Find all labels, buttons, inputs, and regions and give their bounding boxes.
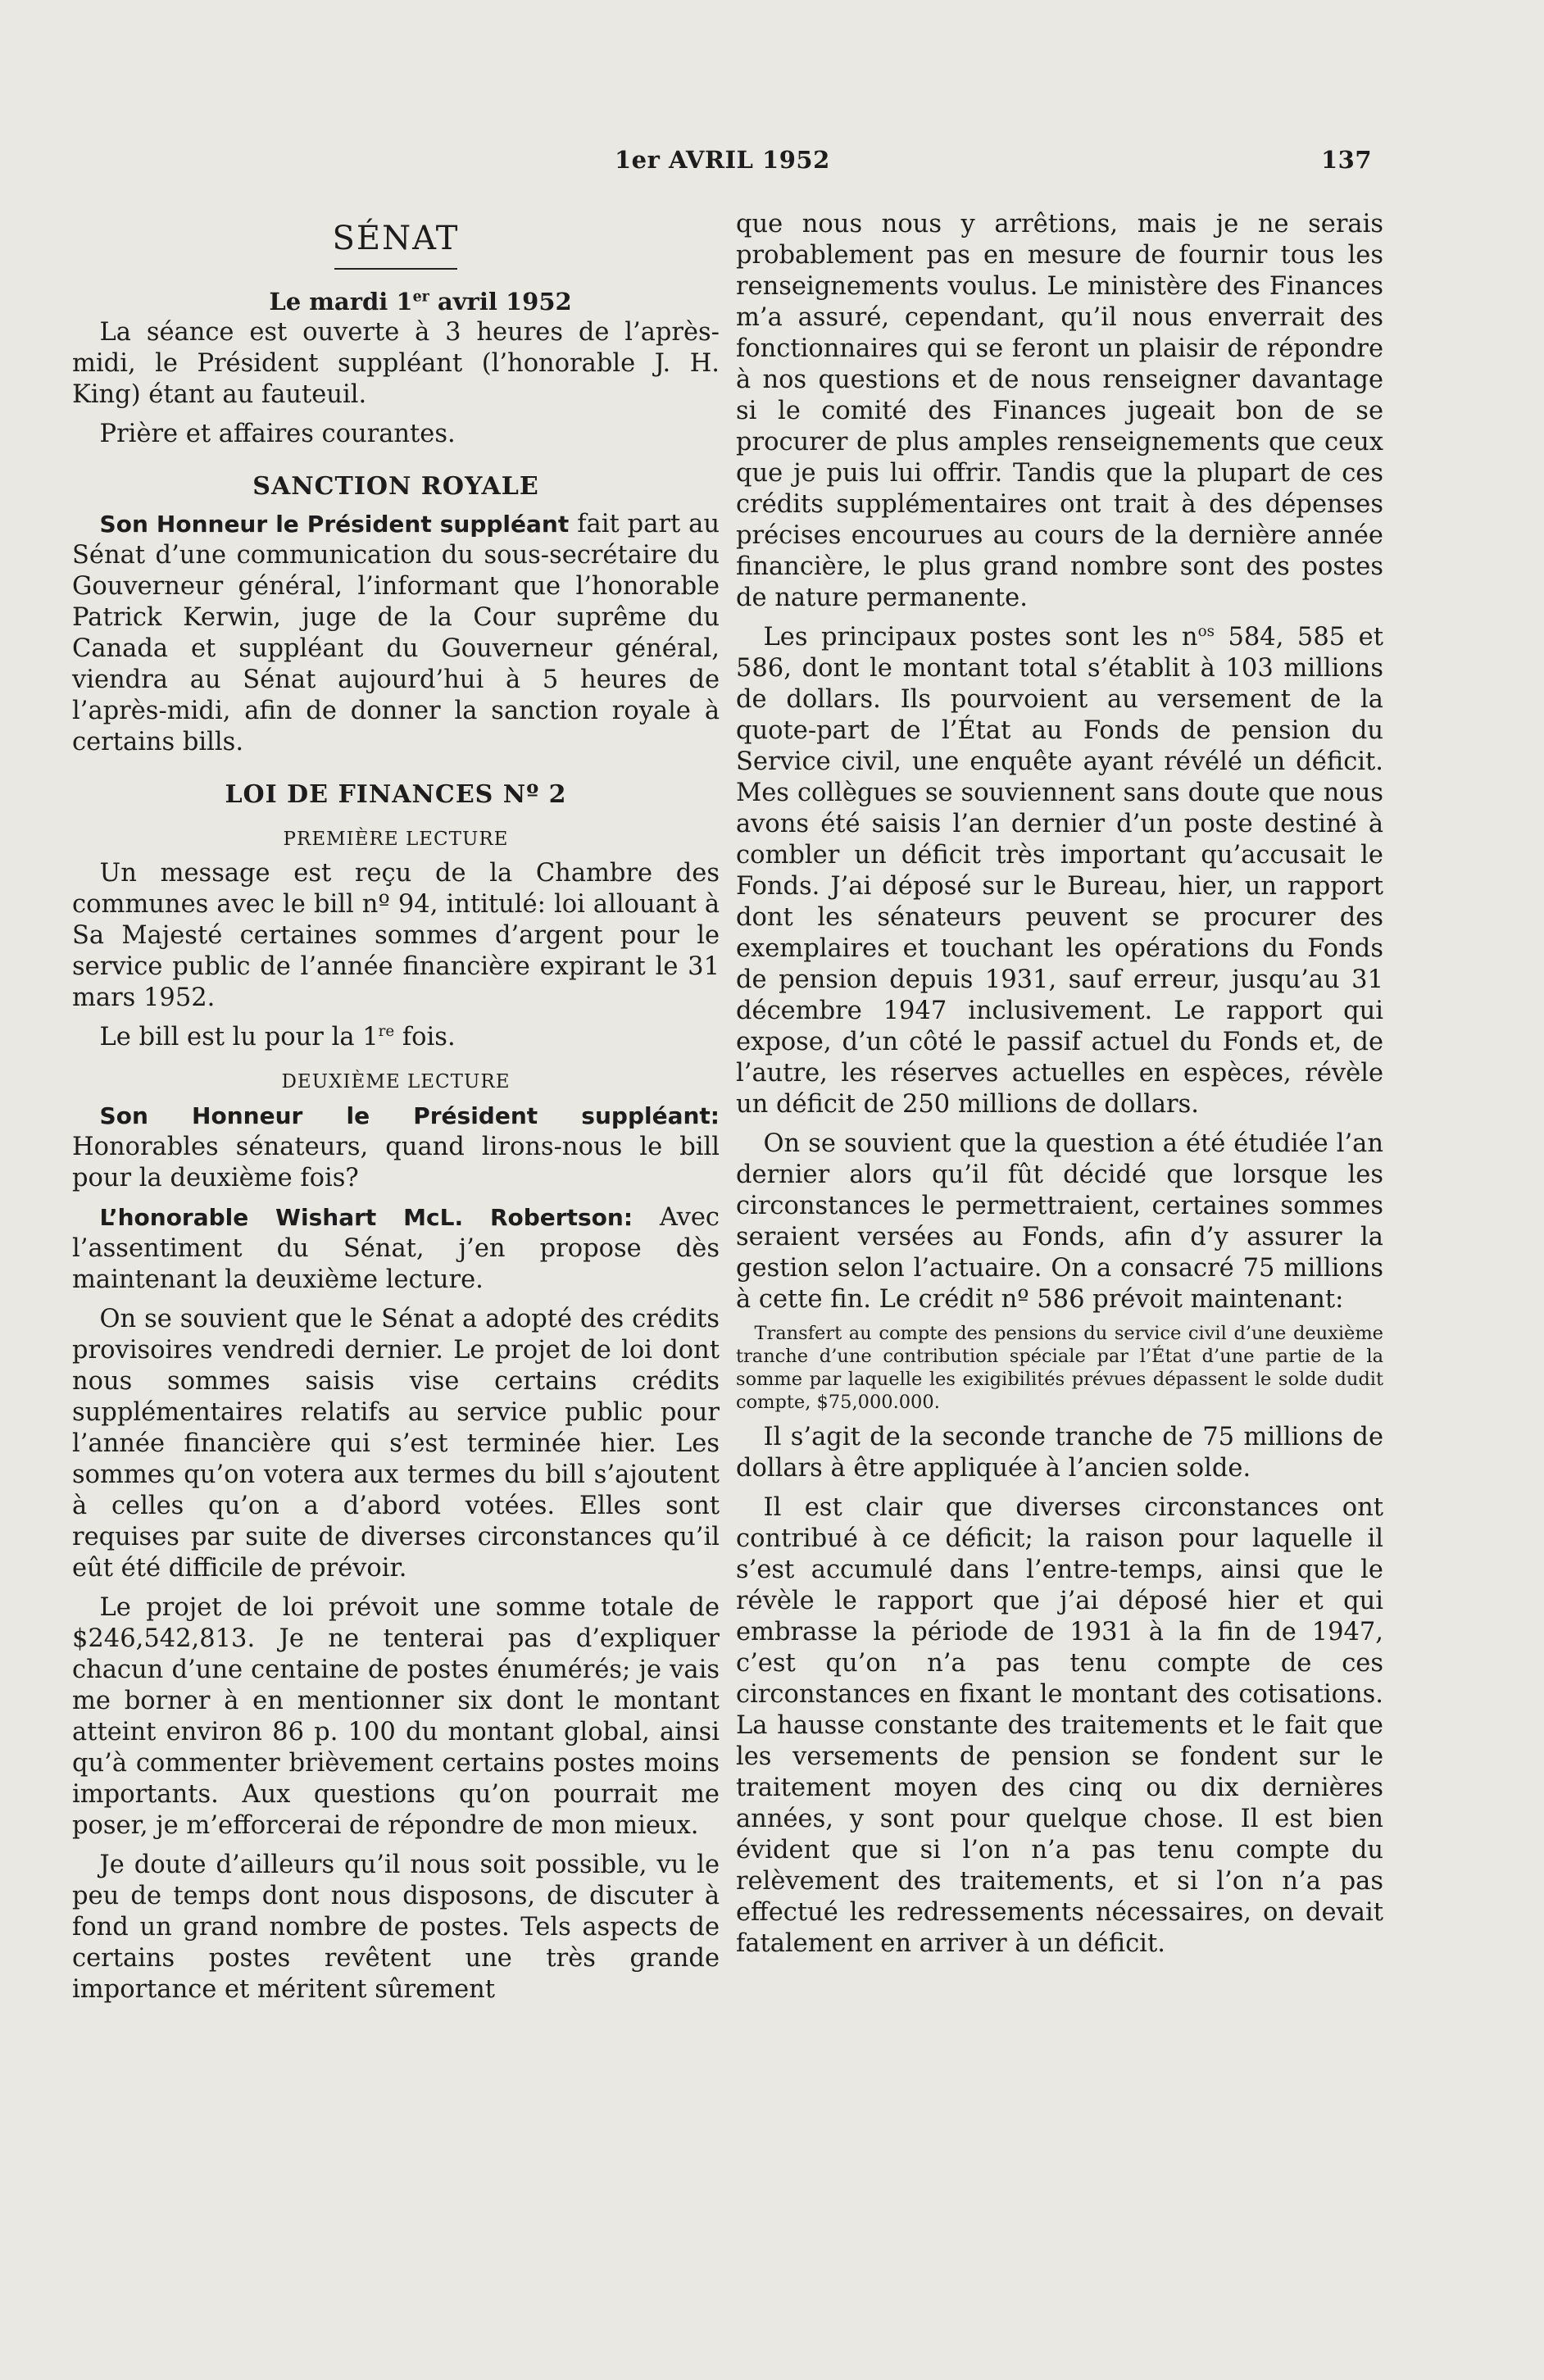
royal-assent-heading: SANCTION ROYALE — [252, 472, 539, 501]
sitting-date-post: avril 1952 — [429, 288, 572, 316]
first-reading-heading: PREMIÈRE LECTURE — [283, 829, 509, 850]
title-rule — [334, 268, 457, 270]
royal-assent-text: fait part au Sénat d’une communication du sous-secrétaire du Gouverneur général, l’informant que l’honorable Patrick Kerwin, juge de la Cour suprême du Canada et suppléant du Gouverneur général, viendra au Sénat aujourd’hui à 5 heures de l’après-midi, afin de donner la sanction royale à certains bills. — [72, 510, 720, 756]
senate-title: SÉNAT — [332, 220, 460, 257]
second-reading-heading: DEUXIÈME LECTURE — [281, 1071, 511, 1092]
principal-items-sup: os — [1197, 622, 1215, 640]
bill-read-pre: Le bill est lu pour la 1 — [99, 1023, 379, 1051]
vote-quote: Transfert au compte des pensions du service civil d’une deuxième tranche d’une contribution spéciale par l’État d’une partie de la somme par laquelle les exigibilités prévues dépassent le solde dudit compte, $75,000.000. — [736, 1323, 1383, 1413]
page-number: 137 — [1321, 146, 1373, 174]
principal-items-pre: Les principaux postes sont les n — [763, 623, 1198, 652]
bill-read-post: fois. — [394, 1023, 456, 1051]
second-tranche-paragraph: Il s’agit de la seconde tranche de 75 millions de dollars à être appliquée à l’ancien solde. — [736, 1423, 1383, 1483]
speaker-name: Son Honneur le Président suppléant: — [99, 1102, 720, 1129]
recall-paragraph: On se souvient que la question a été étudiée l’an dernier alors qu’il fût décidé que lorsque les circonstances le permettraient, certaines sommes seraient versées au Fonds, afin d’y assurer la gestion selon l’actuaire. On a consacré 75 millions à cette fin. Le crédit nº 586 prévoit maintenant: — [736, 1129, 1383, 1314]
speaker-name: Son Honneur le Président suppléant — [99, 511, 570, 538]
sitting-date-sup: er — [412, 288, 429, 306]
robertson-text: Avec l’assentiment du Sénat, j’en propose dès maintenant la deuxième lecture. — [72, 1203, 720, 1294]
prayers-paragraph: Prière et affaires courantes. — [99, 420, 456, 448]
right-column — [736, 209, 1383, 1960]
bill-read-paragraph — [72, 1022, 720, 1053]
header-date: 1er AVRIL 1952 — [615, 146, 830, 174]
royal-assent-paragraph — [72, 509, 720, 758]
adoption-paragraph: On se souvient que le Sénat a adopté des crédits provisoires vendredi dernier. Le projet de loi dont nous sommes saisis vise certains crédits supplémentaires relatifs au service public pour l’année financière qui s’est terminée hier. Les sommes qu’on votera aux termes du bill s’ajoutent à celles qu’on a d’abord votées. Elles sont requises par suite de diverses circonstances qu’il eût été difficile de prévoir. — [72, 1305, 720, 1583]
second-reading-question-text: Honorables sénateurs, quand lirons-nous le bill pour la deuxième fois? — [72, 1133, 720, 1192]
deficit-reasons-paragraph: Il est clair que diverses circonstances ont contribué à ce déficit; la raison pour laquelle il s’est accumulé dans l’entre-temps, ainsi que le révèle le rapport que j’ai déposé hier et qui embrasse la période de 1931 à la fin de 1947, c’est qu’on n’a pas tenu compte de ces circonstances en fixant le montant des cotisations. La hausse constante des traitements et le fait que les versements de pension se fondent sur le traitement moyen des cinq ou dix dernières années, y sont pour quelque chose. Il est bien évident que si l’on n’a pas tenu compte du relèvement des traitements, et si l’on n’a pas effectué les redressements nécessaires, on devait fatalement en arriver à un déficit. — [736, 1493, 1383, 1958]
sitting-date — [121, 286, 720, 317]
principal-items-post: 584, 585 et 586, dont le montant total s’établit à 103 millions de dollars. Ils pourvoient au versement de la quote-part de l’État au Fonds de pension du Service civil, une enquête ayant révélé un déficit. Mes collègues se souviennent sans doute que nous avons été saisis l’an dernier d’un poste destiné à combler un déficit très important qu’accusait le Fonds. J’ai déposé sur le Bureau, hier, un rapport dont les sénateurs peuvent se procurer des exemplaires et touchant les opérations du Fonds de pension depuis 1931, sauf erreur, jusqu’au 31 décembre 1947 inclusivement. Le rapport qui expose, d’un côté le passif actuel du Fonds et, de l’autre, les réserves actuelles en espèces, révèle un déficit de 250 millions de dollars. — [736, 623, 1383, 1119]
speaker-name: L’honorable Wishart McL. Robertson: — [99, 1204, 633, 1231]
second-reading-question — [72, 1101, 720, 1194]
message-paragraph: Un message est reçu de la Chambre des communes avec le bill nº 94, intitulé: loi allouant à Sa Majesté certaines sommes d’argent pour le service public de l’année financière expirant le 31 mars 1952. — [72, 859, 720, 1012]
robertson-paragraph — [72, 1202, 720, 1296]
finance-bill-heading: LOI DE FINANCES Nº 2 — [225, 780, 567, 809]
opening-paragraph: La séance est ouverte à 3 heures de l’après-midi, le Président suppléant (l’honorable J. H. King) étant au fauteuil. — [72, 318, 720, 409]
doubt-paragraph: Je doute d’ailleurs qu’il nous soit possible, vu le peu de temps dont nous disposons, de discuter à fond un grand nombre de postes. Tels aspects de certains postes revêtent une très grande importance et méritent sûrement — [72, 1851, 720, 2004]
bill-read-sup: re — [378, 1022, 395, 1040]
left-column — [72, 209, 720, 2005]
total-amount-paragraph: Le projet de loi prévoit une somme totale de $246,542,813. Je ne tenterai pas d’expliquer chacun d’une centaine de postes énumérés; je vais me borner à en mentionner six dont le montant atteint environ 86 p. 100 du montant global, ainsi qu’à commenter brièvement certains postes moins importants. Aux questions qu’on pourrait me poser, je m’efforcerai de répondre de mon mieux. — [72, 1593, 720, 1840]
running-header — [0, 139, 1544, 180]
continued-paragraph: que nous nous y arrêtions, mais je ne serais probablement pas en mesure de fournir tous les renseignements voulus. Le ministère des Finances m’a assuré, cependant, qu’il nous enverrait des fonctionnaires qui se feront un plaisir de répondre à nos questions et de nous renseigner davantage si le comité des Finances jugeait bon de se procurer de plus amples renseignements que ceux que je puis lui offrir. Tandis que la plupart de ces crédits supplémentaires ont trait à des dépenses précises encourues au cours de la dernière année financière, le plus grand nombre sont des postes de nature permanente. — [736, 210, 1383, 612]
principal-items-paragraph — [736, 622, 1383, 1120]
sitting-date-pre: Le mardi 1 — [269, 288, 413, 316]
